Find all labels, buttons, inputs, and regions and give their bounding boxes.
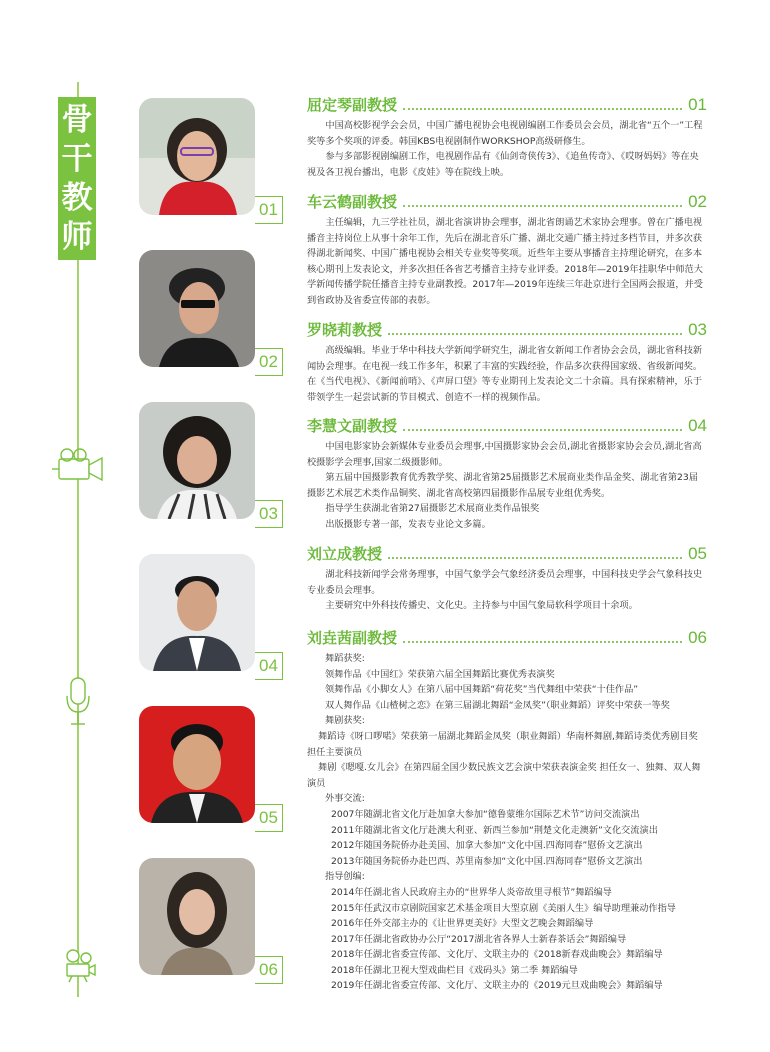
dotted-divider	[403, 205, 682, 207]
paragraph: 参与多部影视剧编剧工作，电视剧作品有《仙剑奇侠传3》、《追鱼传奇》、《哎呀妈妈》等在央视及各卫视台播出，电影《皮娃》等在院线上映。	[307, 151, 699, 178]
teacher-name: 李慧文副教授	[307, 417, 398, 435]
entry-number: 01	[688, 95, 707, 114]
teacher-entry	[307, 416, 707, 533]
teacher-name: 车云鹤副教授	[307, 193, 398, 211]
entry-header	[307, 416, 707, 436]
award-line: 2018年任湖北省委宣传部、文化厅、文联主办的《2018新春戏曲晚会》舞蹈编导	[331, 949, 663, 961]
paragraph: 主任编辑，九三学社社员，湖北省演讲协会理事，湖北省朗诵艺术家协会理事。曾在广播电视播音主持岗位上从事十余年工作，先后在湖北音乐广播、湖北交通广播主持过多档节目，并多次获得湖北新闻奖、中国广播电视协会相关专业奖等奖项。近些年主要从事播音主持理论研究，在多本核心期刊上发表论文，并多次担任各省艺考播音主持专业评委。2018年—2019年挂职华中师范大学新闻传播学院任播音主持专业副教授。2017年—2019年连续三年赴京进行全国两会报道，并受到省政协及省委宣传部的表彰。	[307, 217, 703, 306]
teacher-photo	[139, 98, 255, 215]
entry-header	[307, 320, 707, 340]
entry-text	[307, 439, 707, 533]
paragraph: 主要研究中外科技传播史、文化史。主持参与中国气象局软科学项目十余项。	[325, 600, 638, 612]
title-char: 骨	[61, 102, 93, 138]
section-title	[58, 97, 96, 260]
award-line: 2007年随湖北省文化厅赴加拿大参加“德鲁蒙维尔国际艺术节”访问交流演出	[331, 808, 640, 820]
dotted-divider	[388, 557, 682, 559]
entry-text	[307, 567, 707, 614]
entry-text	[307, 651, 707, 994]
teacher-entry	[307, 95, 707, 180]
teacher-name: 刘垚茜副教授	[307, 629, 398, 647]
award-line: 2014年任湖北省人民政府主办的“世界华人炎帝故里寻根节”舞蹈编导	[331, 886, 612, 898]
teacher-entry	[307, 628, 707, 994]
paragraph: 高级编辑。毕业于华中科技大学新闻学研究生，湖北省女新闻工作者协会会员，湖北省科技新闻协会理事。在电视一线工作多年，积累了丰富的实践经验，作品多次获得国家级、省级新闻奖。在《当代电视》、《新闻前哨》、《声屏口望》等专业期刊上发表论文二十余篇。具有探索精神，乐于带领学生一起尝试新的节目模式、创造不一样的视频作品。	[307, 345, 703, 403]
award-line: 2017年任湖北省政协办公厅“2017湖北省各界人士新春茶话会”舞蹈编导	[331, 933, 627, 945]
paragraph: 湖北科技新闻学会常务理事，中国气象学会气象经济委员会理事，中国科技史学会气象科技史专业委员会理事。	[307, 569, 703, 596]
award-line: 舞剧《嗯嘎.女儿会》在第四届全国少数民族文艺会演中荣获表演金奖 担任女一、独舞、双人舞演员	[307, 762, 701, 789]
teacher-photo	[139, 554, 255, 671]
dotted-divider	[403, 641, 682, 643]
entry-text	[307, 215, 707, 309]
teacher-entry	[307, 320, 707, 405]
paragraph: 第五届中国摄影教育优秀教学奖、湖北省第25届摄影艺术展商业类作品金奖、湖北省第23届摄影艺术展艺术类作品铜奖、湖北省高校第四届摄影作品展专业组优秀奖。	[307, 472, 698, 499]
award-line: 2016年任外交部主办的《让世界更美好》大型文艺晚会舞蹈编导	[331, 918, 594, 930]
number-tag: 05	[255, 804, 283, 832]
entry-number: 05	[688, 544, 707, 563]
teacher-photo	[139, 858, 255, 975]
award-line: 2019年任湖北省委宣传部、文化厅、文联主办的《2019元旦戏曲晚会》舞蹈编导	[331, 980, 663, 992]
title-char: 师	[61, 219, 93, 255]
award-line: 2011年随湖北省文化厅赴澳大利亚、新西兰参加“荆楚文化走澳新”文化交流演出	[331, 824, 658, 836]
award-line: 领舞作品《小脚女人》在第八届中国舞蹈“荷花奖”当代舞组中荣获“十佳作品”	[325, 684, 639, 696]
award-line: 2015年任武汉市京剧院国家艺术基金项目大型京剧《美丽人生》编导助理兼动作指导	[331, 902, 676, 914]
teacher-name: 屈定琴副教授	[307, 96, 398, 114]
entry-number: 04	[688, 416, 707, 435]
entry-header	[307, 192, 707, 212]
teacher-entry	[307, 544, 707, 614]
award-line: 指导创编:	[325, 871, 365, 883]
dotted-divider	[403, 429, 682, 431]
movie-camera-icon	[62, 948, 98, 984]
microphone-icon	[63, 676, 93, 728]
award-line: 舞蹈获奖:	[325, 653, 365, 664]
award-line: 2012年随国务院侨办赴美国、加拿大参加“文化中国.四海同春”慰侨文艺演出	[331, 840, 643, 852]
entry-number: 06	[688, 628, 707, 647]
award-line: 领舞作品《中国红》荣获第六届全国舞蹈比赛优秀表演奖	[325, 668, 555, 680]
award-line: 舞蹈诗《呀口啰喏》荣获第一届湖北舞蹈金凤奖（职业舞蹈）华南杯舞剧,舞蹈诗类优秀剧目奖 担任主要演员	[307, 730, 698, 758]
paragraph: 指导学生获湖北省第27届摄影艺术展商业类作品银奖	[325, 503, 540, 515]
number-tag: 04	[255, 652, 283, 680]
teacher-photo	[139, 402, 255, 519]
entry-text	[307, 343, 707, 405]
video-camera-icon	[50, 445, 110, 489]
teacher-photo	[139, 706, 255, 823]
entry-text	[307, 118, 707, 180]
dotted-divider	[388, 333, 682, 335]
number-tag: 06	[255, 956, 283, 984]
paragraph: 出版摄影专著一部，发表专业论文多篇。	[325, 518, 491, 530]
paragraph: 中国电影家协会新媒体专业委员会理事,中国摄影家协会会员,湖北省摄影家协会会员,湖北省高校摄影学会理事,国家二级摄影师。	[307, 441, 702, 468]
teacher-entry	[307, 192, 707, 309]
dotted-divider	[403, 108, 682, 110]
award-line: 2018年任湖北卫视大型戏曲栏目《戏码头》第二季 舞蹈编导	[331, 964, 578, 976]
teacher-name: 刘立成教授	[307, 545, 383, 563]
entry-number: 03	[688, 320, 707, 339]
award-line: 舞剧获奖:	[325, 715, 365, 727]
award-line: 双人舞作品《山楂树之恋》在第三届湖北舞蹈“金凤奖”（职业舞蹈）评奖中荣获一等奖	[325, 699, 670, 711]
teacher-name: 罗晓莉教授	[307, 321, 383, 339]
number-tag: 03	[255, 500, 283, 528]
number-tag: 02	[255, 348, 283, 376]
title-char: 教	[61, 180, 93, 216]
entry-number: 02	[688, 192, 707, 211]
award-line: 2013年随国务院侨办赴巴西、苏里南参加“文化中国.四海同春”慰侨文艺演出	[331, 855, 643, 867]
entry-header	[307, 544, 707, 564]
teacher-photo	[139, 250, 255, 367]
award-line: 外事交流:	[325, 793, 365, 805]
paragraph: 中国高校影视学会会员，中国广播电视协会电视剧编剧工作委员会会员，湖北省“五个一”工程奖等多个奖项的评委。韩国KBS电视剧制作WORKSHOP高级研修生。	[307, 120, 703, 147]
entry-header	[307, 95, 707, 115]
title-char: 干	[61, 141, 93, 177]
number-tag: 01	[255, 196, 283, 224]
entry-header	[307, 628, 707, 648]
